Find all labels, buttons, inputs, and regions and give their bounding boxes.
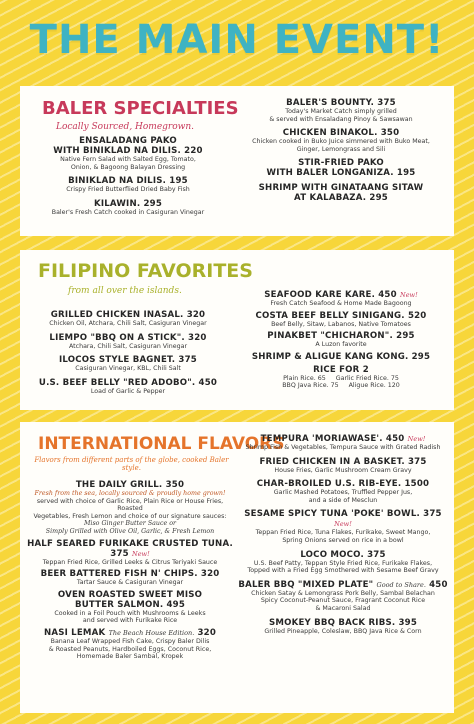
item-description: & served with Ensaladang Pinoy & Sawsawan xyxy=(269,115,413,123)
rice-options-row xyxy=(235,382,447,390)
item-description: Chicken Oil, Atchara, Chili Salt, Casiguran Vinegar xyxy=(49,320,207,327)
menu-item xyxy=(28,176,228,194)
filipino-right-column xyxy=(235,290,447,390)
item-name: AT KALABAZA. 295 xyxy=(294,193,388,204)
baler-right-column xyxy=(235,98,447,203)
item-description: A Luzon favorite xyxy=(315,341,367,349)
rice-option: Aligue Rice. 120 xyxy=(348,382,400,390)
item-name xyxy=(235,290,447,300)
item-name: BALER'S BOUNTY. 375 xyxy=(286,98,396,108)
rice-option: Plain Rice. 65 xyxy=(283,374,326,382)
item-name: KILAWIN. 295 xyxy=(93,198,163,209)
international-right-column xyxy=(236,434,450,635)
menu-item xyxy=(24,628,236,661)
item-name-text: SESAME SPICY TUNA 'POKE' BOWL. 375 xyxy=(244,509,442,520)
international-left-column xyxy=(24,480,236,661)
item-description: served with choice of Garlic Rice, Plain Rice or House Fries, Roasted xyxy=(36,497,224,513)
item-name: BEER BATTERED FISH N' CHIPS. 320 xyxy=(40,569,220,580)
item-description: and a side of Mesclun xyxy=(308,496,378,504)
new-badge: New! xyxy=(400,291,418,299)
item-name: COSTA BEEF BELLY SINIGANG. 520 xyxy=(255,310,427,321)
item-description: Teppan Fried Rice, Grilled Leeks & Citrus Teriyaki Sauce xyxy=(42,558,218,566)
item-name xyxy=(236,580,450,590)
item-description: Crispy Fried Butterflied Dried Baby Fish xyxy=(66,186,190,194)
baler-specialties-panel xyxy=(20,86,454,236)
filipino-favorites-heading: FILIPINO FAVORITES xyxy=(38,260,253,282)
item-description: U.S. Beef Patty, Teppan Style Fried Rice, Furikake Flakes, xyxy=(253,559,433,567)
item-description: Ginger, Lemongrass and Sili xyxy=(296,145,386,153)
menu-item xyxy=(24,480,236,536)
item-script-note: Good to Share. xyxy=(376,580,426,589)
item-description: Shrimp Fish & Vegetables, Tempura Sauce with Grated Radish xyxy=(245,444,441,451)
item-description: Atchara, Chili Salt, Casiguran Vinegar xyxy=(68,342,188,350)
menu-item xyxy=(24,539,236,567)
menu-item xyxy=(235,128,447,153)
item-name: CHAR-BROILED U.S. RIB-EYE. 1500 xyxy=(256,479,430,490)
menu-item xyxy=(235,183,447,203)
menu-item xyxy=(236,580,450,613)
baler-tagline: Locally Sourced, Homegrown. xyxy=(56,122,195,132)
baler-specialties-heading: BALER SPECIALTIES xyxy=(42,98,239,119)
item-name: STIR-FRIED PAKO xyxy=(298,158,384,169)
item-description: Grilled Pineapple, Coleslaw, BBQ Java Rice & Corn xyxy=(264,627,422,635)
item-description: Native Fern Salad with Salted Egg, Tomato, xyxy=(60,156,196,163)
item-description: Garlic Mashed Potatoes, Truffled Pepper Jus, xyxy=(273,489,413,497)
item-description: Banana Leaf Wrapped Fish Cake, Crispy Baler Dilis xyxy=(50,637,210,645)
item-name: RICE FOR 2 xyxy=(313,364,369,375)
item-name xyxy=(236,434,450,444)
page-title: THE MAIN EVENT! xyxy=(29,17,445,63)
filipino-tagline: from all over the islands. xyxy=(68,286,182,296)
item-description: Baler's Fresh Catch cooked in Casiguran Vinegar xyxy=(51,208,205,216)
filipino-favorites-panel xyxy=(20,250,454,410)
item-name: BINIKLAD NA DILIS. 195 xyxy=(68,176,188,187)
filipino-left-column xyxy=(28,310,228,395)
item-name: LOCO MOCO. 375 xyxy=(300,549,386,560)
item-description: House Fries, Garlic Mushroom Cream Gravy xyxy=(274,466,412,474)
item-description: & Macaroni Salad xyxy=(315,604,371,612)
item-description: Beef Belly, Sitaw, Labanos, Native Tomatoes xyxy=(271,320,411,328)
menu-item xyxy=(236,457,450,475)
item-description: Spring Onions served on rice in a bowl xyxy=(282,536,404,544)
item-description: Teppan Fried Rice, Tuna Flakes, Furikake, Sweet Mango, xyxy=(255,529,431,537)
menu-item xyxy=(236,479,450,504)
rice-option: Garlic Fried Rice. 75 xyxy=(335,374,399,382)
item-name: SHRIMP WITH GINATAANG SITAW xyxy=(258,183,424,194)
item-name: OVEN ROASTED SWEET MISO xyxy=(57,589,203,600)
new-badge: New! xyxy=(334,520,352,529)
menu-item xyxy=(235,311,447,329)
item-description: Fresh Catch Seafood & Home Made Bagoong xyxy=(270,300,412,307)
menu-item xyxy=(235,158,447,178)
item-name xyxy=(236,509,450,529)
item-description: Cooked in a Foil Pouch with Mushrooms & Leeks xyxy=(54,609,206,617)
menu-item xyxy=(236,509,450,544)
menu-item xyxy=(236,550,450,575)
item-name-text: HALF SEARED FURIKAKE CRUSTED TUNA. 375 xyxy=(27,538,233,559)
item-name xyxy=(24,628,236,638)
item-sauce-option: Simply Grilled with Olive Oil, Garlic, & Fresh Lemon xyxy=(45,527,215,535)
item-name: THE DAILY GRILL. 350 xyxy=(75,480,185,490)
item-name: WITH BALER LONGANIZA. 195 xyxy=(266,168,416,179)
item-name-text: TEMPURA 'MORIAWASE'. 450 xyxy=(260,434,405,444)
item-description: Onion, & Bagoong Balayan Dressing xyxy=(70,163,186,171)
item-name: CHICKEN BINAKOL. 350 xyxy=(282,128,400,139)
item-description: Casiguran Vinegar, KBL, Chili Salt xyxy=(75,365,181,373)
new-badge: New! xyxy=(132,549,150,558)
item-name: BUTTER SALMON. 495 xyxy=(74,599,186,610)
item-name: SMOKEY BBQ BACK RIBS. 395 xyxy=(268,617,418,628)
rice-options-row xyxy=(235,375,447,383)
menu-item xyxy=(28,199,228,217)
item-name: GRILLED CHICKEN INASAL. 320 xyxy=(50,310,206,320)
item-description: Chicken Satay & Lemongrass Pork Belly, Sambal Belachan xyxy=(251,589,435,597)
menu-item xyxy=(235,365,447,390)
menu-item xyxy=(235,352,447,362)
menu-item xyxy=(235,290,447,308)
item-description: Vegetables, Fresh Lemon and choice of our signature sauces: xyxy=(33,512,227,520)
item-name-text: SEAFOOD KARE KARE. 450 xyxy=(264,290,397,300)
item-name: U.S. BEEF BELLY "RED ADOBO". 450 xyxy=(38,377,218,388)
item-description: Chicken cooked in Buko Juice simmered with Buko Meat, xyxy=(252,138,430,146)
menu-item xyxy=(28,355,228,373)
item-sauce-option: Miso Ginger Butter Sauce or xyxy=(83,520,176,528)
item-price: 320 xyxy=(197,627,217,638)
rice-option: BBQ Java Rice. 75 xyxy=(282,382,339,390)
item-script-note: Fresh from the sea, locally sourced & proudly home grown! xyxy=(34,490,226,497)
menu-item xyxy=(28,333,228,351)
menu-item xyxy=(236,618,450,636)
item-name: FRIED CHICKEN IN A BASKET. 375 xyxy=(259,456,427,467)
international-flavors-panel xyxy=(20,422,454,713)
item-name: ILOCOS STYLE BAGNET. 375 xyxy=(59,355,197,366)
new-badge: New! xyxy=(407,435,426,443)
menu-item xyxy=(28,136,228,171)
menu-item xyxy=(28,310,228,328)
item-name: WITH BINIKLAD NA DILIS. 220 xyxy=(53,146,203,156)
item-description: Load of Garlic & Pepper xyxy=(90,387,166,395)
item-description: Tartar Sauce & Casiguran Vinegar xyxy=(76,579,184,587)
item-description: Spicy Coconut-Peanut Sauce, Fragrant Coconut Rice xyxy=(260,597,426,605)
item-name-text: NASI LEMAK xyxy=(43,627,106,638)
menu-item xyxy=(28,378,228,396)
item-name xyxy=(24,539,236,559)
item-name-text: BALER BBQ "MIXED PLATE" xyxy=(238,579,374,590)
item-name: PINAKBET "CHICHARON". 295 xyxy=(267,331,415,342)
item-name: ENSALADANG PAKO xyxy=(79,136,177,146)
menu-item xyxy=(235,331,447,349)
item-description: Topped with a Fried Egg Smothered with Sesame Beef Gravy xyxy=(247,567,439,575)
item-description: Homemade Baler Sambal, Kropek xyxy=(76,653,184,661)
menu-item xyxy=(236,434,450,452)
item-name: LIEMPO "BBQ ON A STICK". 320 xyxy=(49,332,207,343)
item-price: 450 xyxy=(429,579,448,590)
item-name: SHRIMP & ALIGUE KANG KONG. 295 xyxy=(251,351,431,362)
menu-item xyxy=(235,98,447,123)
international-tagline: Flavors from different parts of the globe, cooked Baler style. xyxy=(34,456,229,472)
baler-left-column xyxy=(28,136,228,216)
international-flavors-heading: INTERNATIONAL FLAVORS xyxy=(38,434,285,454)
item-description: & Roasted Peanuts, Hardboiled Eggs, Coconut Rice, xyxy=(48,645,212,653)
menu-item xyxy=(24,569,236,587)
item-description: Today's Market Catch simply grilled xyxy=(285,108,397,115)
menu-item xyxy=(24,590,236,625)
item-description: and served with Furikake Rice xyxy=(82,617,178,625)
item-script-note: The Beach House Edition. xyxy=(108,628,195,637)
